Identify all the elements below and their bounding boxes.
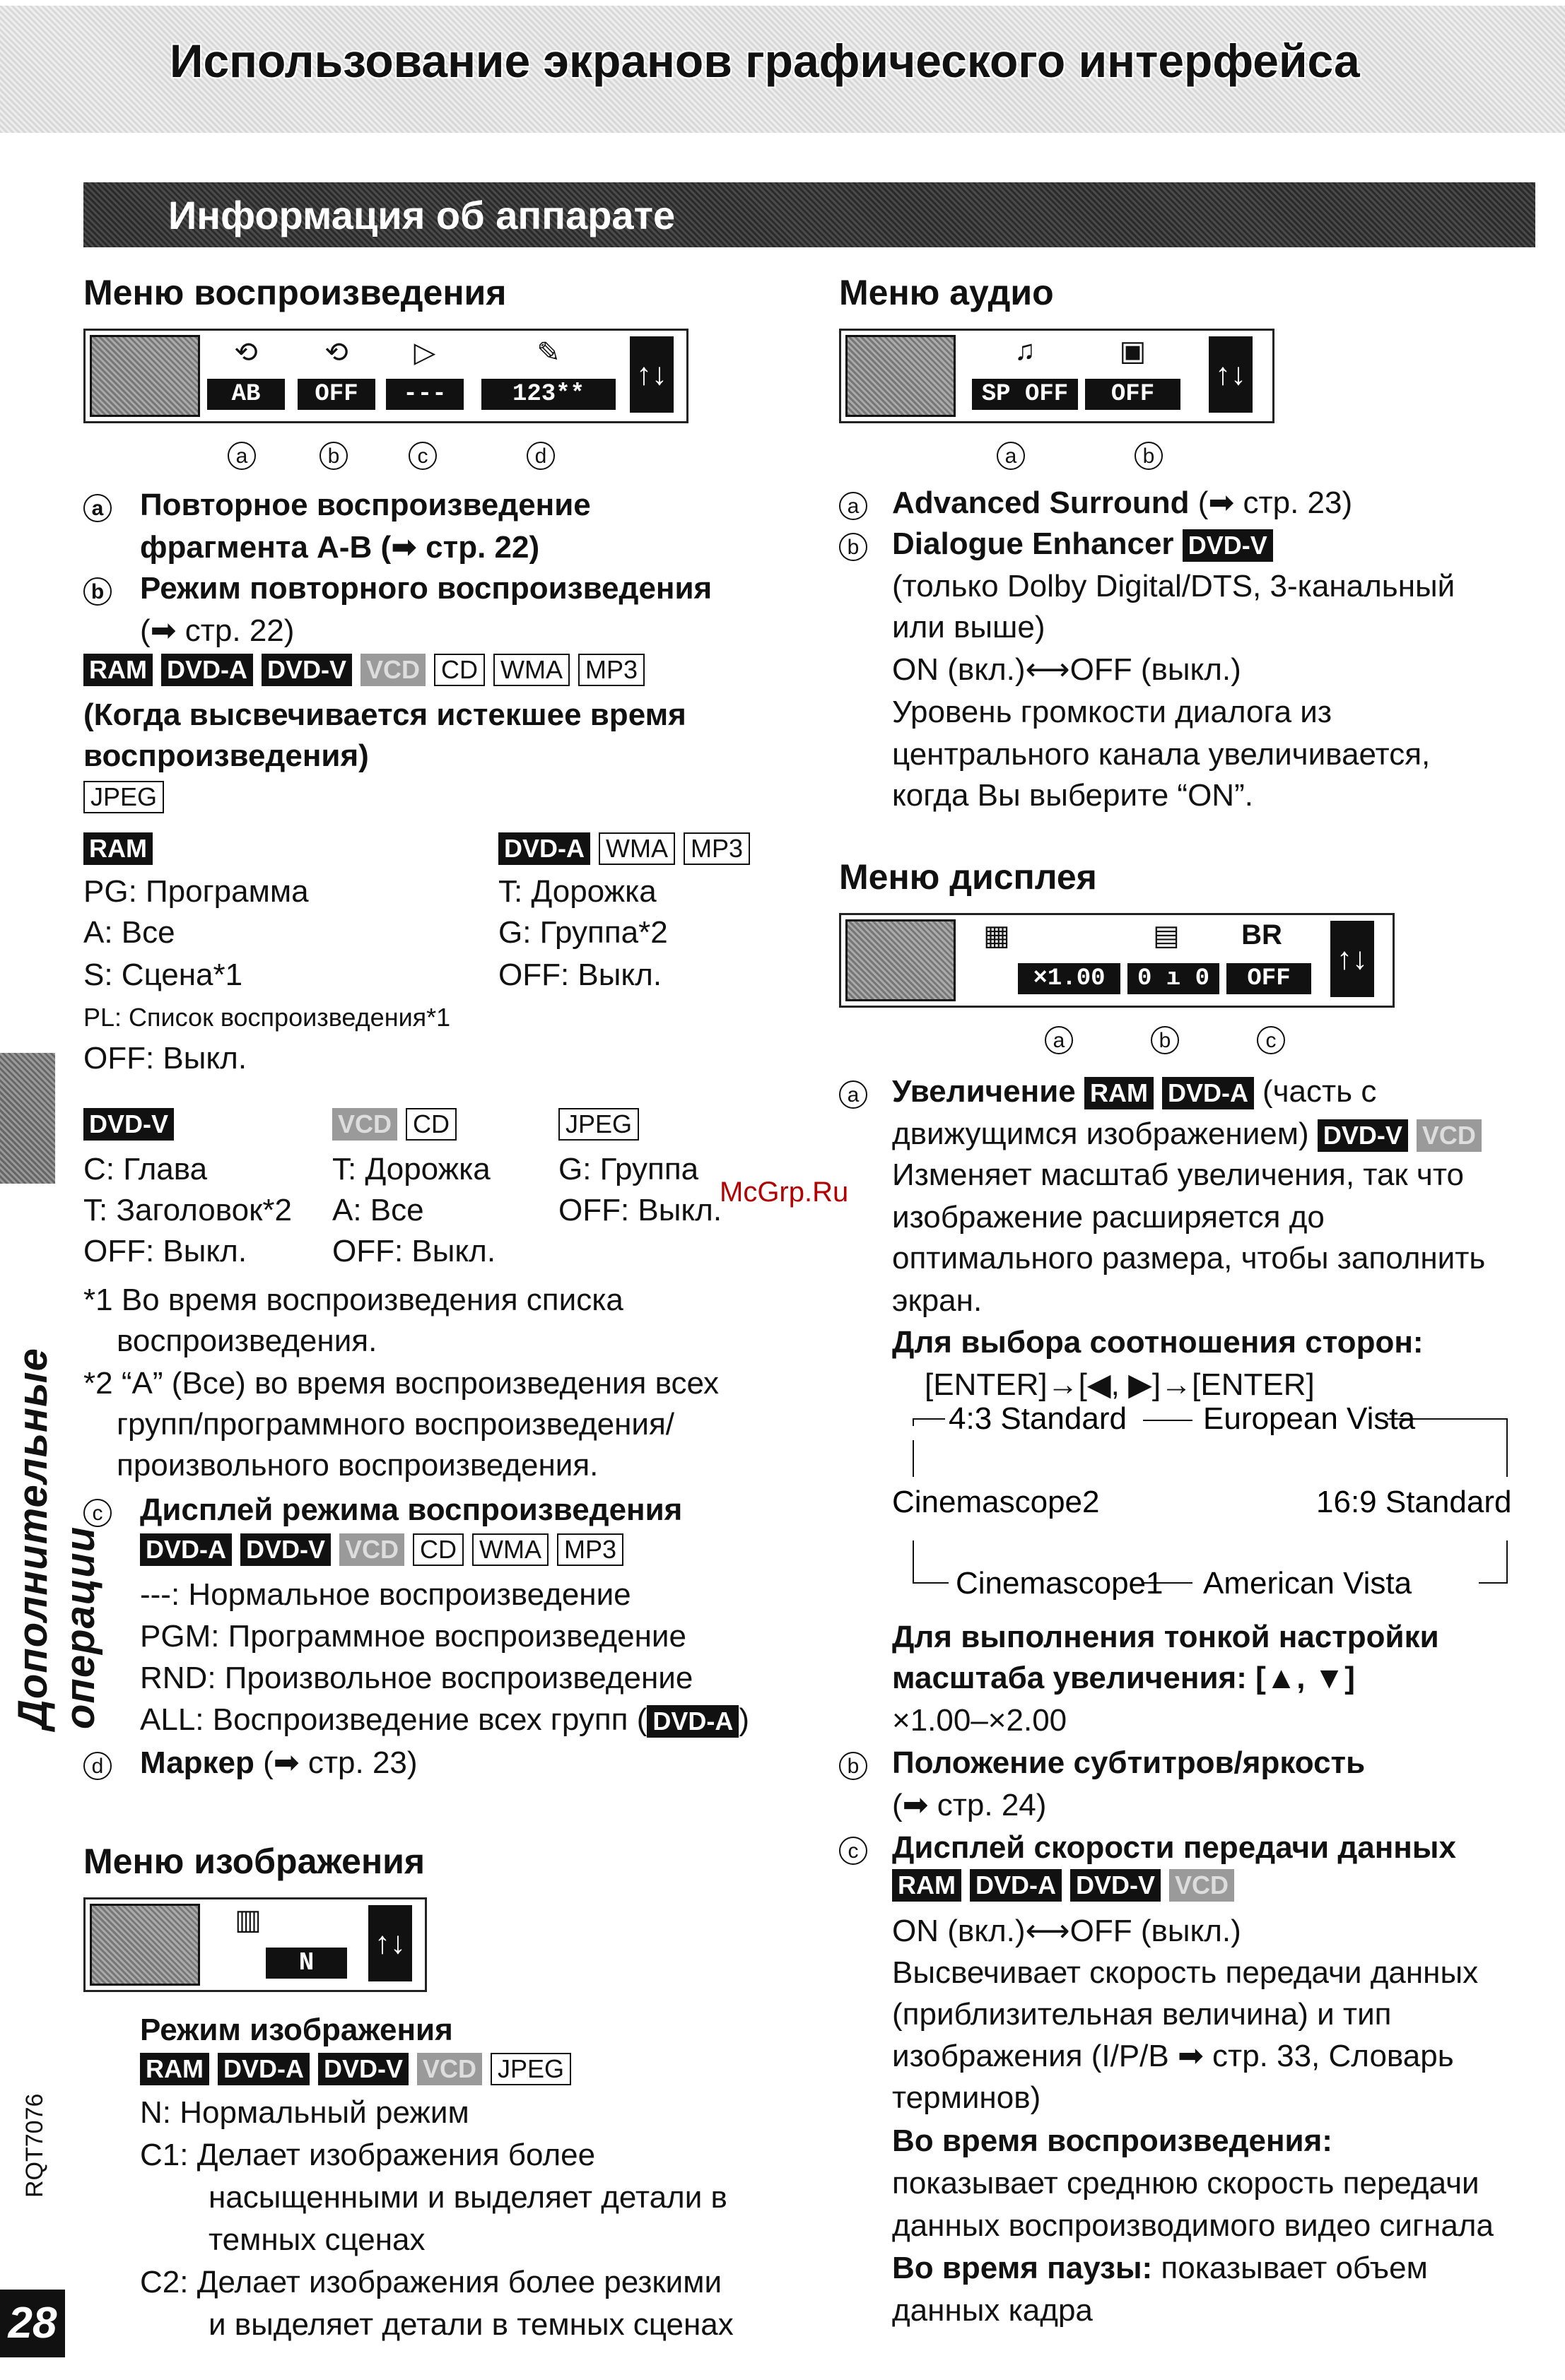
tag-jpeg: JPEG (83, 781, 164, 813)
dvdv-item: T: Заголовок*2 (83, 1193, 292, 1227)
up-down-arrows-icon[interactable]: ↑↓ (1209, 336, 1253, 413)
audio-a-title: Advanced Surround (892, 485, 1190, 520)
tag-dvdv-audio: DVD-V (1183, 529, 1273, 562)
model-code: RQT7076 (21, 2093, 48, 2198)
display-heading: Меню дисплея (839, 857, 1097, 897)
side-label: Дополнительные операции (10, 1348, 103, 1729)
display-c-line: ON (вкл.)⟷OFF (выкл.) (892, 1914, 1241, 1948)
dvda-tags (498, 832, 758, 865)
vcd-item: OFF: Выкл. (332, 1234, 496, 1268)
callout-b: b (1135, 442, 1163, 470)
pause-line2: данных кадра (892, 2293, 1093, 2328)
display-thumbnail (845, 919, 956, 1001)
zoom-value: ×1.00 (1018, 963, 1120, 994)
aspect-node: 4:3 Standard (949, 1406, 1127, 1436)
tag-vcd-c: VCD (339, 1533, 404, 1566)
tag-dvdv-c: DVD-V (240, 1533, 331, 1566)
repeat-ab-value: AB (207, 379, 285, 410)
display-a-line: оптимального размера, чтобы заполнить (892, 1241, 1486, 1276)
aspect-node: 16:9 Standard (1316, 1485, 1512, 1519)
display-c-line: терминов) (892, 2080, 1041, 2115)
tag-jpeg-p: JPEG (491, 2053, 571, 2085)
section-title: Информация об аппарате (168, 193, 676, 237)
repeat-mode-icon: ⟲ (324, 337, 348, 368)
tag-dvdv-d: DVD-V (1318, 1119, 1408, 1152)
playback-note-line2: воспроизведения) (83, 738, 369, 773)
ram-item: S: Сцена*1 (83, 958, 243, 992)
close-paren: ) (739, 1702, 749, 1737)
marker-b: b (839, 1752, 867, 1780)
marker-icon: ✎ (537, 337, 561, 368)
audio-a-ref: (➡ стр. 23) (1197, 485, 1353, 520)
tag-dvdv-p: DVD-V (318, 2053, 409, 2085)
dvda-item: T: Дорожка (498, 874, 657, 909)
tag-dvda-all: DVD-A (647, 1705, 739, 1738)
up-down-arrows-icon[interactable]: ↑↓ (630, 336, 674, 413)
picture-mode-value: N (266, 1948, 347, 1979)
audio-b-line: центрального канала увеличивается, (892, 737, 1431, 772)
aspect-node: Cinemascope2 (892, 1485, 1100, 1519)
footnote-2-cont: групп/программного воспроизведения/ (117, 1407, 675, 1442)
aspect-node: American Vista (1203, 1566, 1412, 1601)
playback-d-ref: (➡ стр. 23) (263, 1745, 418, 1780)
picture-line: и выделяет детали в темных сценах (209, 2307, 734, 2342)
callout-b: b (320, 442, 348, 470)
up-down-arrows-icon[interactable]: ↑↓ (368, 1905, 412, 1981)
tag-cd-list: CD (406, 1108, 457, 1141)
playback-osd (83, 329, 688, 423)
fine-keys: [▲, ▼] (1255, 1661, 1355, 1695)
pause-text: показывает объем (1161, 2251, 1428, 2285)
playback-c-line: PGM: Программное воспроизведение (140, 1619, 686, 1654)
repeat-ab-icon: ⟲ (234, 337, 258, 368)
audio-b-line: ON (вкл.)⟷OFF (выкл.) (892, 652, 1241, 687)
fine-title-1: Для выполнения тонкой настройки (892, 1620, 1439, 1654)
playback-b-line1: Режим повторного воспроизведения (140, 571, 713, 606)
playback-a-line2: фрагмента A-B (➡ стр. 22) (140, 530, 540, 565)
ram-item: OFF: Выкл. (83, 1041, 247, 1076)
jpeg-item: G: Группа (558, 1152, 699, 1186)
play-line: показывает среднюю скорость передачи (892, 2166, 1479, 2201)
ram-item: PL: Список воспроизведения*1 (83, 1003, 451, 1032)
pause-title: Во время паузы: (892, 2251, 1153, 2285)
playback-c-line-all (140, 1699, 749, 1741)
vcd-item: A: Все (332, 1193, 424, 1227)
display-c-tags (892, 1869, 1243, 1902)
ram-item: PG: Программа (83, 874, 309, 909)
audio-b-line: Уровень громкости диалога из (892, 695, 1332, 729)
watermark: McGrp.Ru (720, 1177, 849, 1208)
repeat-mode-value: OFF (298, 379, 375, 410)
dialogue-value: OFF (1085, 379, 1180, 410)
tag-vcd-c2: VCD (1169, 1869, 1234, 1902)
callout-a: a (228, 442, 256, 470)
marker-c: c (83, 1499, 112, 1527)
tag-wma-list: WMA (599, 832, 675, 865)
playback-note-line1: (Когда высвечивается истекшее время (83, 697, 686, 732)
audio-heading: Меню аудио (839, 273, 1054, 312)
picture-mode-title: Режим изображения (140, 2013, 453, 2047)
audio-b-line: или выше) (892, 610, 1045, 644)
picture-line: C1: Делает изображения более (140, 2138, 596, 2172)
tag-dvdv-c2: DVD-V (1070, 1869, 1161, 1902)
marker-b: b (83, 577, 112, 606)
audio-osd (839, 329, 1274, 423)
section-bar (83, 182, 1535, 247)
side-tab-marker (0, 1053, 55, 1184)
tag-vcd-p: VCD (417, 2053, 482, 2085)
callout-b: b (1151, 1026, 1179, 1054)
vcd-cd-tags (332, 1108, 465, 1141)
bitrate-icon: BR (1241, 919, 1282, 950)
tag-dvda: DVD-A (161, 654, 253, 686)
audio-b-line: когда Вы выберите “ON”. (892, 778, 1253, 813)
picture-line: N: Нормальный режим (140, 2095, 469, 2130)
picture-line: темных сценах (209, 2222, 426, 2257)
tag-mp3: MP3 (578, 654, 645, 686)
tag-cd: CD (434, 654, 485, 686)
display-a-title: Увеличение (892, 1074, 1076, 1109)
diagram-line (913, 1419, 945, 1426)
disc-thumbnail (90, 335, 200, 417)
zoom-range: ×1.00–×2.00 (892, 1703, 1067, 1738)
tag-wma: WMA (493, 654, 570, 686)
surround-value: SP OFF (972, 379, 1078, 410)
playback-b-line2: (➡ стр. 22) (140, 613, 295, 648)
display-b-title: Положение субтитров/яркость (892, 1745, 1366, 1780)
display-a-line: экран. (892, 1283, 983, 1318)
callout-a: a (997, 442, 1025, 470)
audio-b-title: Dialogue Enhancer (892, 526, 1174, 561)
picture-osd (83, 1897, 427, 1992)
tag-vcd-list: VCD (332, 1108, 397, 1141)
callout-a: a (1045, 1026, 1073, 1054)
zoom-icon: ▦ (983, 920, 1010, 951)
tag-ram-list: RAM (83, 832, 153, 865)
tag-dvda-d: DVD-A (1162, 1077, 1254, 1109)
aspect-node: Cinemascope1 (956, 1566, 1164, 1601)
tag-cd-c: CD (413, 1533, 464, 1566)
display-c-line: (приблизительная величина) и тип (892, 1997, 1392, 2032)
marker-b: b (839, 533, 867, 561)
picture-thumbnail (90, 1904, 200, 1986)
aspect-node: European Vista (1203, 1406, 1416, 1436)
tag-wma-c: WMA (472, 1533, 549, 1566)
display-c-title: Дисплей скорости передачи данных (892, 1830, 1456, 1865)
play-mode-value: --- (386, 379, 464, 410)
playback-a-line1: Повторное воспроизведение (140, 488, 591, 522)
marker-d: d (83, 1752, 112, 1780)
picture-heading: Меню изображения (83, 1842, 426, 1881)
tag-ram-c: RAM (892, 1869, 961, 1902)
tag-dvda-c: DVD-A (140, 1533, 232, 1566)
picture-line: C2: Делает изображения более резкими (140, 2265, 722, 2299)
aspect-keys: [ENTER]→[◀, ▶]→[ENTER] (925, 1367, 1315, 1402)
display-c-line: Высвечивает скорость передачи данных (892, 1955, 1479, 1990)
tag-dvdv-list: DVD-V (83, 1108, 174, 1141)
footnote-1: *1 Во время воспроизведения списка (83, 1283, 623, 1317)
dvda-item: OFF: Выкл. (498, 958, 662, 992)
aspect-title: Для выбора соотношения сторон: (892, 1325, 1424, 1360)
play-title: Во время воспроизведения: (892, 2123, 1332, 2158)
callout-c: c (1257, 1026, 1285, 1054)
ram-item: A: Все (83, 915, 175, 950)
dialogue-icon: ▣ (1119, 336, 1147, 367)
dvdv-item: OFF: Выкл. (83, 1234, 247, 1268)
surround-icon: ♫ (1014, 335, 1036, 366)
picture-line: насыщенными и выделяет детали в (209, 2180, 727, 2215)
tag-mp3-c: MP3 (557, 1533, 623, 1566)
footnote-2: *2 “A” (Все) во время воспроизведения всех (83, 1366, 719, 1401)
fine-title-2: масштаба увеличения: (892, 1661, 1247, 1695)
play-mode-icon: ▷ (414, 337, 436, 368)
callout-c: c (409, 442, 437, 470)
playback-c-tags (140, 1533, 632, 1566)
tag-ram-p: RAM (140, 2053, 209, 2085)
display-a-line2: движущимся изображением) (892, 1117, 1309, 1151)
subtitle-brightness-icon: ▤ (1153, 920, 1180, 951)
tag-dvda-c2: DVD-A (970, 1869, 1062, 1902)
page-number: 28 (0, 2290, 65, 2357)
header-bar (0, 6, 1565, 133)
playback-c-line: RND: Произвольное воспроизведение (140, 1661, 693, 1695)
tag-dvdv: DVD-V (262, 654, 352, 686)
aspect-cycle-diagram (892, 1406, 1542, 1618)
up-down-arrows-icon[interactable]: ↑↓ (1330, 921, 1374, 997)
diagram-line (1479, 1540, 1507, 1583)
media-tags-row (83, 654, 653, 686)
picture-tags (140, 2053, 580, 2085)
display-osd (839, 913, 1395, 1008)
playback-c-line-all-text: ALL: Воспроизведение всех групп ( (140, 1702, 647, 1737)
marker-a: a (83, 494, 112, 522)
playback-c-line: ---: Нормальное воспроизведение (140, 1577, 631, 1612)
tag-vcd: VCD (361, 654, 426, 686)
marker-value: 123** (481, 379, 616, 410)
audio-b-line: (только Dolby Digital/DTS, 3-канальный (892, 569, 1455, 603)
marker-c: c (839, 1837, 867, 1865)
tag-mp3-list: MP3 (684, 832, 750, 865)
play-line: данных воспроизводимого видео сигнала (892, 2208, 1494, 2243)
footnote-2-cont: произвольного воспроизведения. (117, 1448, 599, 1483)
callout-d: d (527, 442, 555, 470)
speaker-thumbnail (845, 335, 956, 417)
display-a-line: изображение расширяется до (892, 1200, 1325, 1235)
page-title: Использование экранов графического интерфейса (170, 35, 1360, 87)
tag-dvda-p: DVD-A (218, 2053, 310, 2085)
picture-mode-icon: ▥ (235, 1904, 262, 1936)
playback-d-title: Маркер (140, 1745, 254, 1780)
display-a-line: Изменяет масштаб увеличения, так что (892, 1157, 1464, 1192)
tag-ram-d: RAM (1084, 1077, 1154, 1109)
display-a-suffix: (часть с (1262, 1074, 1377, 1109)
tag-jpeg-list: JPEG (558, 1108, 639, 1141)
diagram-line (913, 1540, 949, 1583)
tag-dvda-list: DVD-A (498, 832, 590, 865)
marker-a: a (839, 492, 867, 520)
display-c-line: изображения (I/P/B ➡ стр. 33, Словарь (892, 2039, 1454, 2073)
dvda-item: G: Группа*2 (498, 915, 668, 950)
tag-ram: RAM (83, 654, 153, 686)
bitrate-value: OFF (1226, 963, 1311, 994)
playback-heading: Меню воспроизведения (83, 273, 507, 312)
footnote-1-cont: воспроизведения. (117, 1324, 377, 1358)
dvdv-item: C: Глава (83, 1152, 208, 1186)
display-b-ref: (➡ стр. 24) (892, 1788, 1047, 1822)
marker-a: a (839, 1080, 867, 1109)
vcd-item: T: Дорожка (332, 1152, 491, 1186)
subtitle-position-value: 0 ı 0 (1127, 963, 1219, 994)
jpeg-item: OFF: Выкл. (558, 1193, 722, 1227)
playback-c-title: Дисплей режима воспроизведения (140, 1492, 683, 1527)
tag-vcd-d: VCD (1417, 1119, 1482, 1152)
